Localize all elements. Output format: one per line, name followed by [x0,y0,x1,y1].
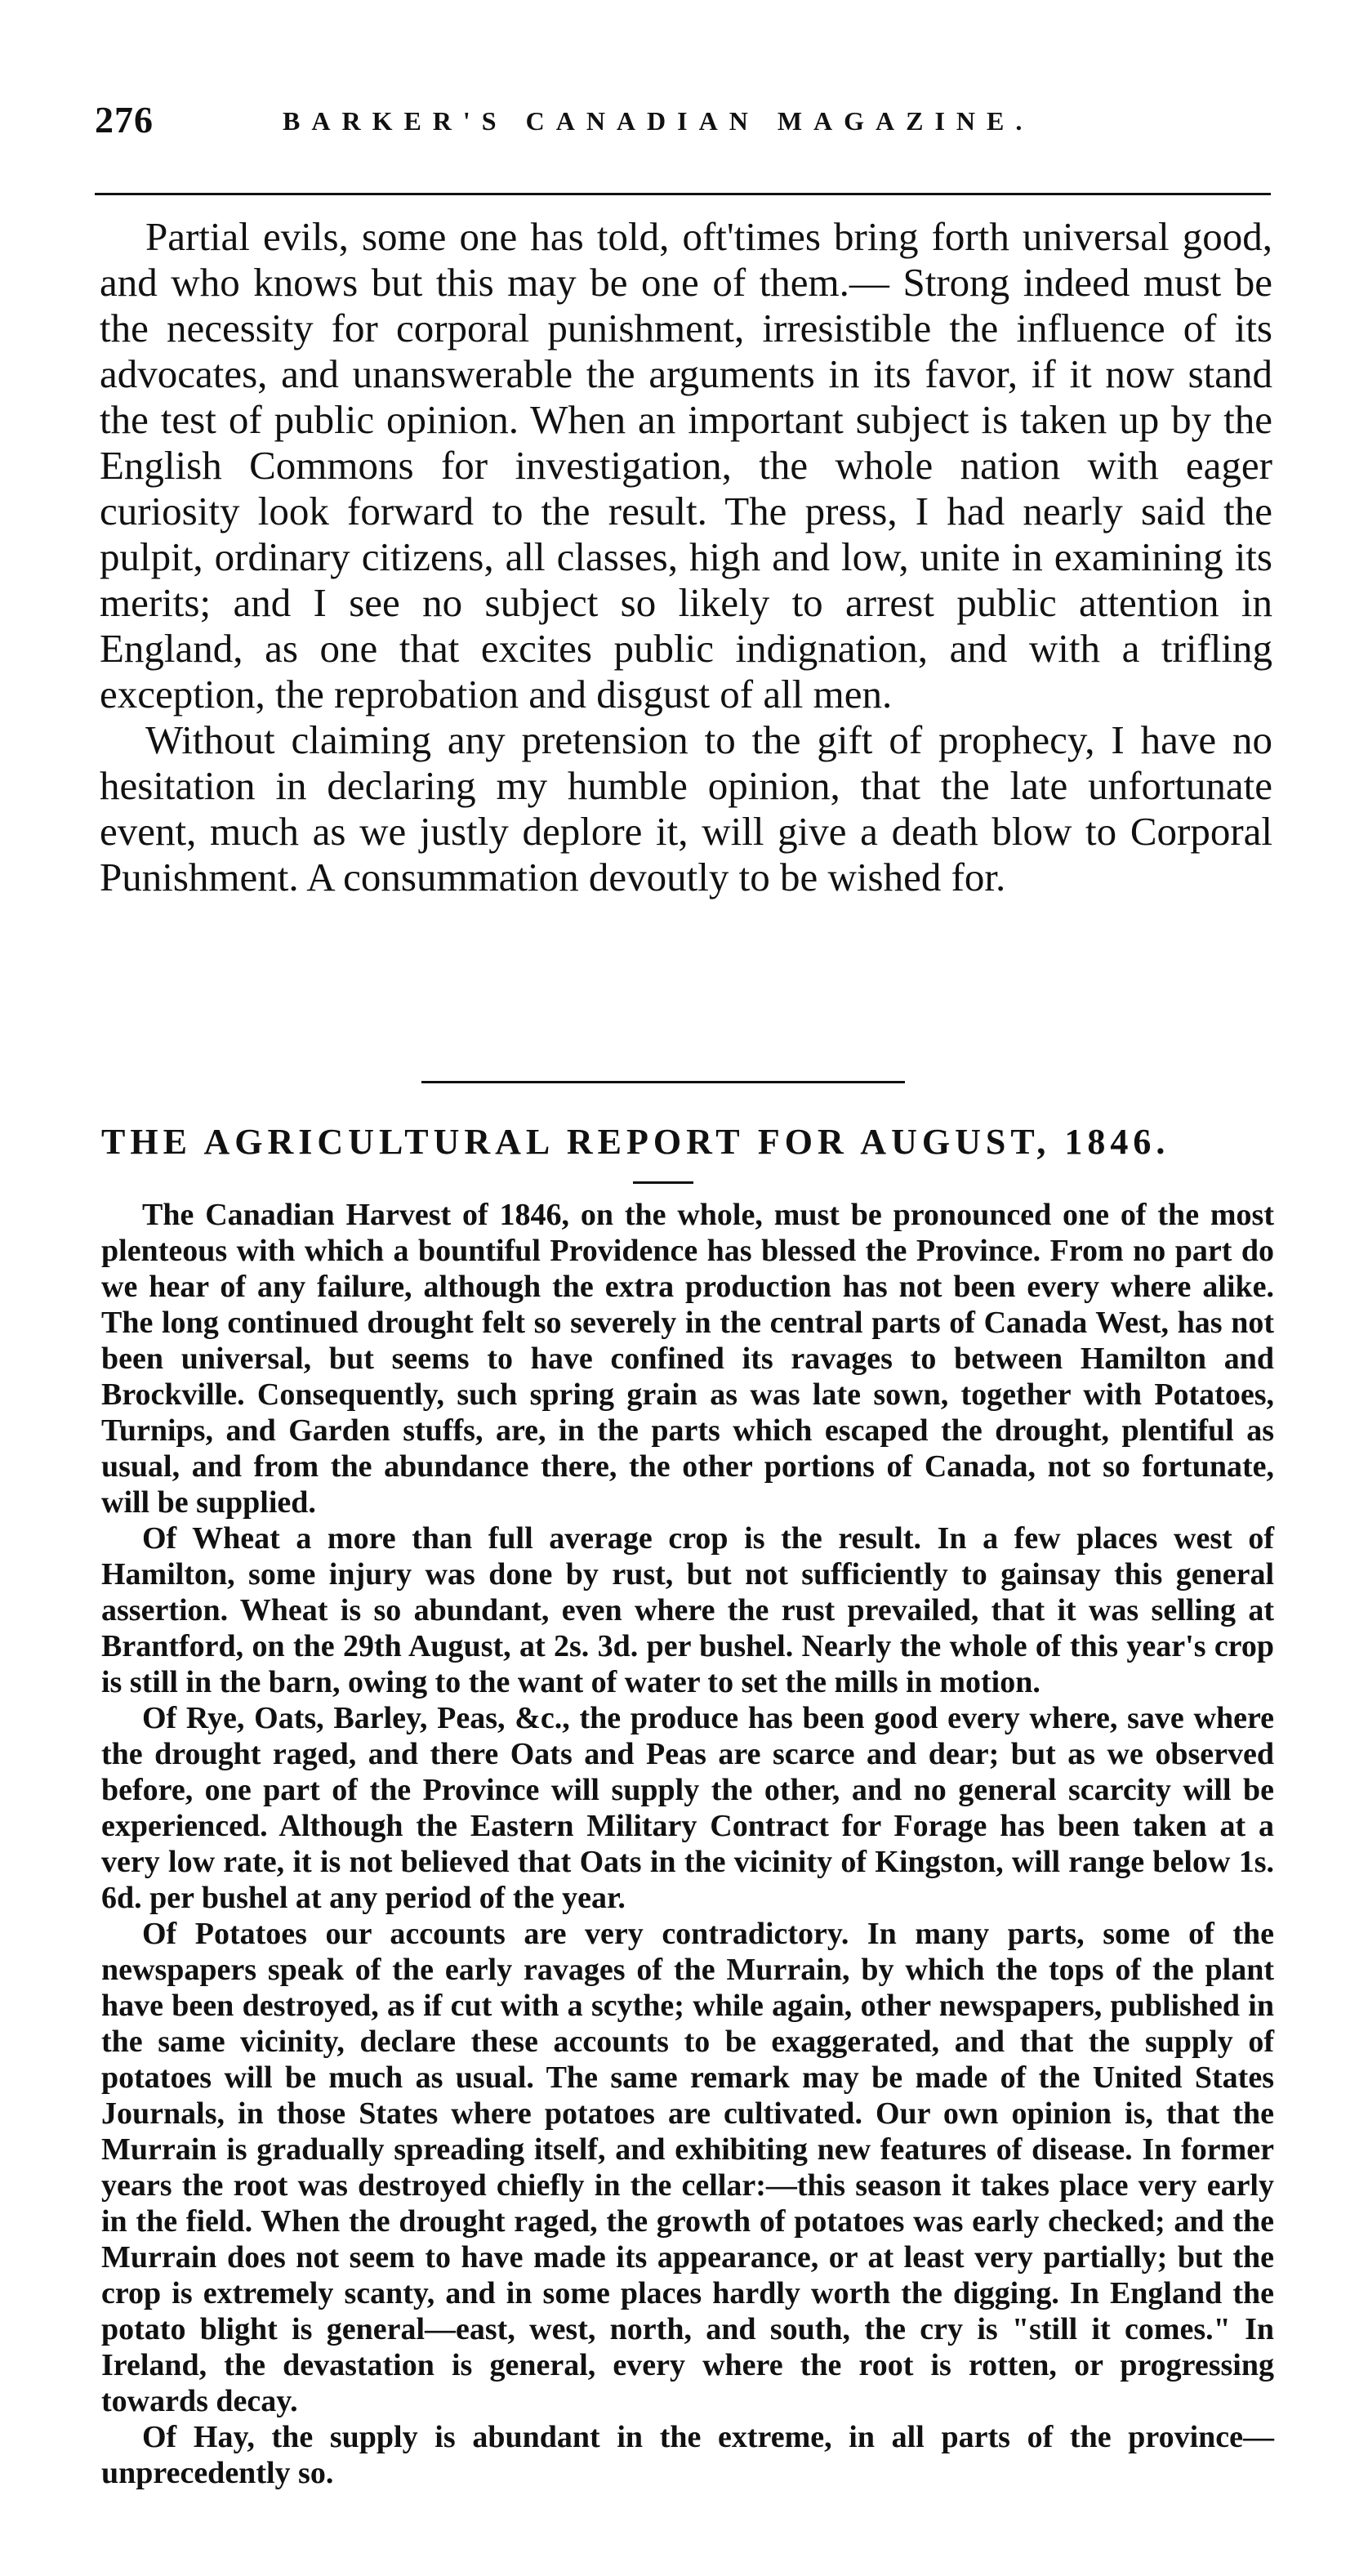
report-paragraph: Of Hay, the supply is abundant in the extreme, in all parts of the province— unprecedently so. [101,2420,1274,2490]
essay-paragraph: Without claiming any pretension to the gift of prophecy, I have no hesitation in declaring my humble opinion, that the late unfortunate event, much as we justly deplore it, will give a death blow to Corporal Punishment. A consummation devoutly to be wished for. [100,717,1272,900]
report-paragraph: Of Wheat a more than full average crop is the result. In a few places west of Hamilton, some injury was done by rust, but not sufficiently to gainsay this general assertion. Wheat is so abundant, even where the rust prevailed, that it was selling at Brantford, on the 29th August, at 2s. 3d. per bushel. Nearly the whole of this year's crop is still in the barn, owing to the want of water to set the mills in motion. [101,1521,1274,1699]
page-number: 276 [95,99,154,141]
header-rule [95,193,1271,195]
essay-paragraph: Partial evils, some one has told, oft'times bring forth universal good, and who knows but this may be one of them.— Strong indeed must be the necessity for corporal punishment, irresistible the influence of its advocates, and unanswerable the arguments in its favor, if it now stand the test of public opinion. When an important subject is taken up by the English Commons for investigation, the whole nation with eager curiosity look forward to the result. The press, I had nearly said the pulpit, ordinary citizens, all classes, high and low, unite in examining its merits; and I see no subject so likely to arrest public attention in England, as one that excites public indignation, and with a trifling exception, the reprobation and disgust of all men. [100,214,1272,717]
running-head [95,88,1279,145]
report-text [101,1197,1274,2491]
essay-text [100,214,1272,900]
report-paragraph: Of Potatoes our accounts are very contradictory. In many parts, some of the newspapers speak of the early ravages of the Murrain, by which the tops of the plant have been destroyed, as if cut with a scythe; while again, other newspapers, published in the same vicinity, declare these accounts to be exaggerated, and that the supply of potatoes will be much as usual. The same remark may be made of the United States Journals, in those States where potatoes are cultivated. Our own opinion is, that the Murrain is gradually spreading itself, and exhibiting new features of disease. In former years the root was destroyed chiefly in the cellar:—this season it takes place very early in the field. When the drought raged, the growth of potatoes was early checked; and the Murrain does not seem to have made its appearance, or at least very partially; but the crop is extremely scanty, and in some places hardly worth the digging. In England the potato blight is general—east, west, north, and south, the cry is "still it comes." In Ireland, the devastation is general, every where the root is rotten, or progressing towards decay. [101,1917,1274,2418]
report-title: THE AGRICULTURAL REPORT FOR AUGUST, 1846. [101,1122,1170,1162]
report-paragraph: The Canadian Harvest of 1846, on the whole, must be pronounced one of the most plenteous with which a bountiful Providence has blessed the Province. From no part do we hear of any failure, although the extra production has not been every where alike. The long continued drought felt so severely in the central parts of Canada West, has not been universal, but seems to have confined its ravages to between Hamilton and Brockville. Consequently, such spring grain as was late sown, together with Potatoes, Turnips, and Garden stuffs, are, in the parts which escaped the drought, plentiful as usual, and from the abundance there, the other portions of Canada, not so fortunate, will be supplied. [101,1198,1274,1520]
report-paragraph: Of Rye, Oats, Barley, Peas, &c., the produce has been good every where, save where the drought raged, and there Oats and Peas are scarce and dear; but as we observed before, one part of the Province will supply the other, and no general scarcity will be experienced. Although the Eastern Military Contract for Forage has been taken at a very low rate, it is not believed that Oats in the vicinity of Kingston, will range below 1s. 6d. per bushel at any period of the year. [101,1701,1274,1915]
title-rule [633,1181,693,1184]
section-divider [421,1081,905,1083]
magazine-title: BARKER'S CANADIAN MAGAZINE. [283,106,1034,136]
